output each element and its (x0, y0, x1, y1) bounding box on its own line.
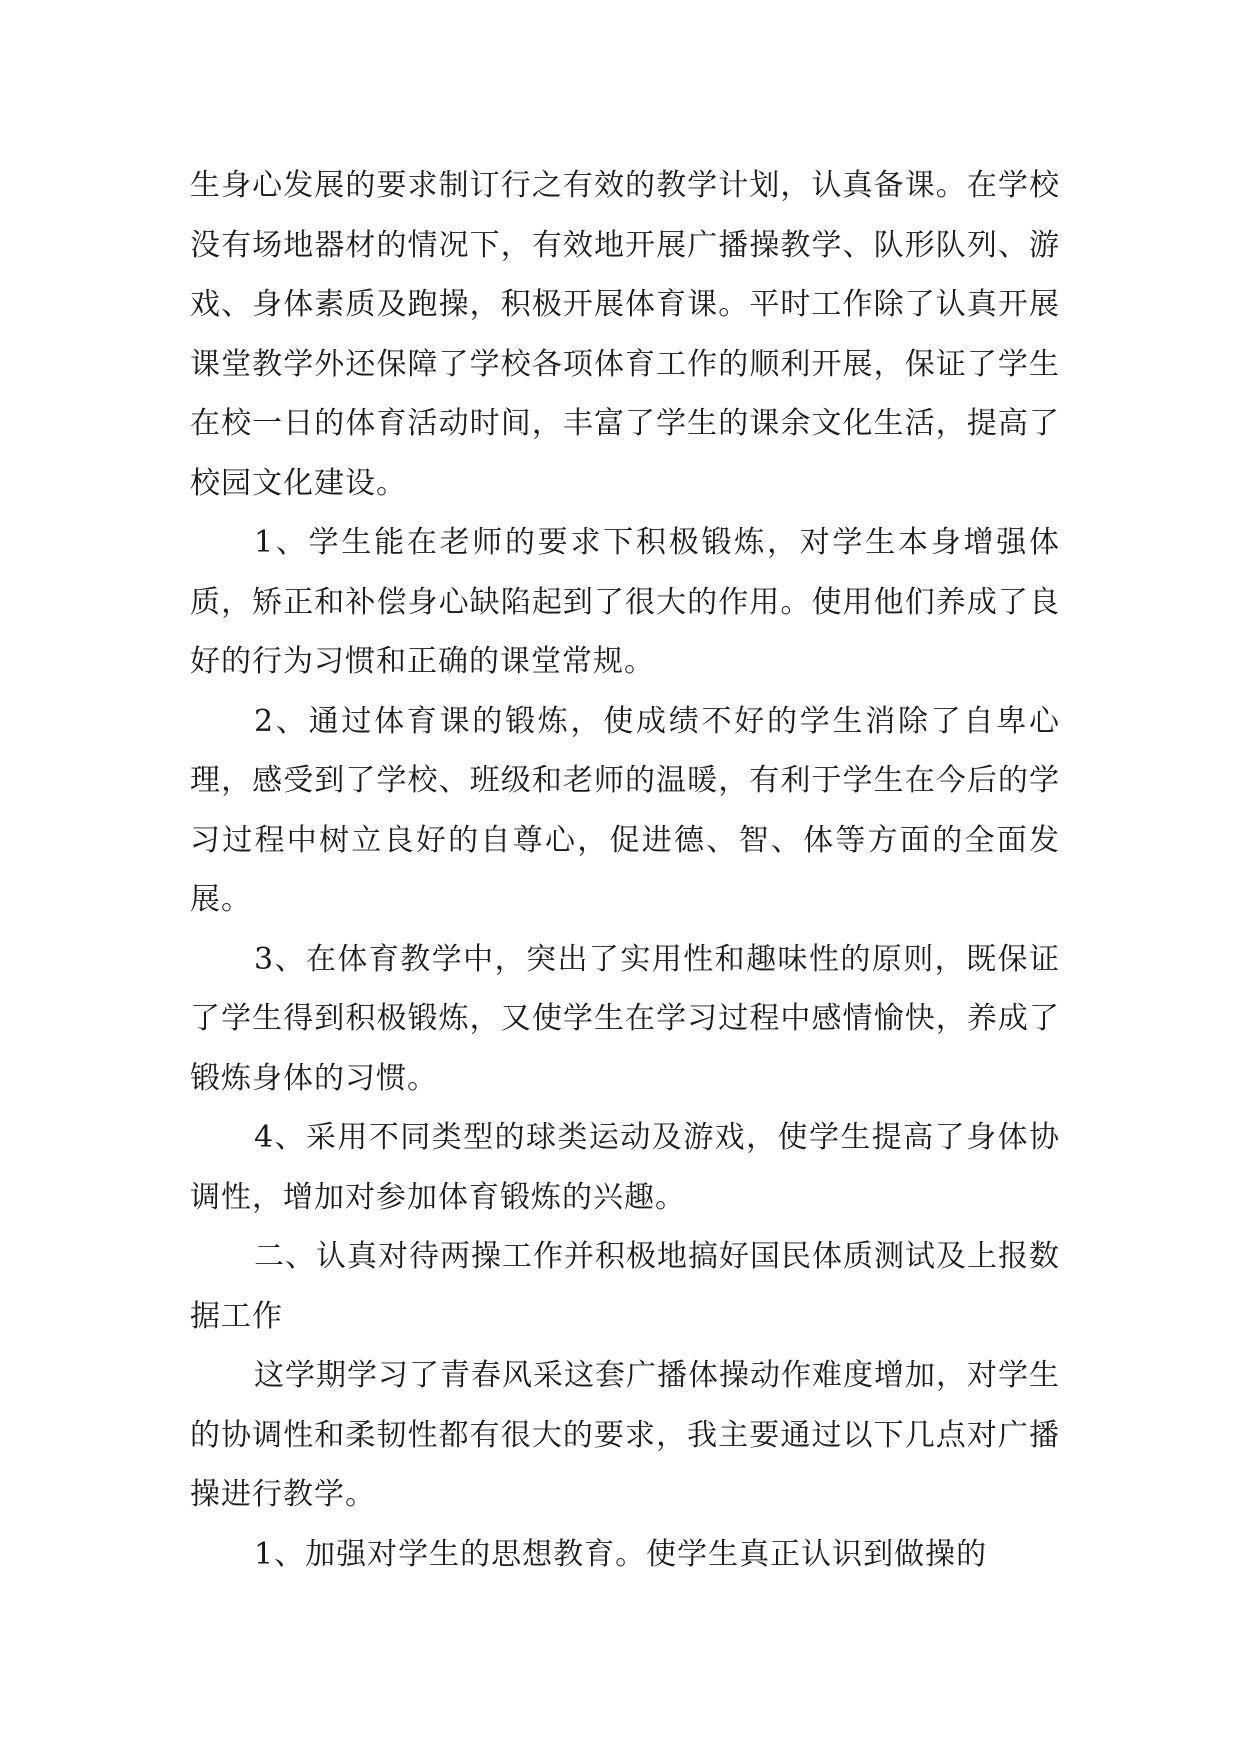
paragraph-item-4: 4、采用不同类型的球类运动及游戏，使学生提高了身体协调性，增加对参加体育锻炼的兴趣。 (190, 1120, 1060, 1215)
paragraph-intro: 这学期学习了青春风采这套广播体操动作难度增加，对学生的协调性和柔韧性都有很大的要求，我主要通过以下几点对广播操进行教学。 (190, 1358, 1060, 1512)
paragraph-sub-item-1: 1、加强对学生的思想教育。使学生真正认识到做操的 (254, 1536, 988, 1572)
paragraph-item-2: 2、通过体育课的锻炼，使成绩不好的学生消除了自卑心理，感受到了学校、班级和老师的温暖，有利于学生在今后的学习过程中树立良好的自尊心，促进德、智、体等方面的全面发展。 (190, 703, 1060, 917)
paragraph-item-3: 3、在体育教学中，突出了实用性和趣味性的原则，既保证了学生得到积极锻炼，又使学生在学习过程中感情愉快，养成了锻炼身体的习惯。 (190, 941, 1060, 1096)
paragraph-item-1: 1、学生能在老师的要求下积极锻炼，对学生本身增强体质，矫正和补偿身心缺陷起到了很大的作用。使用他们养成了良好的行为习惯和正确的课堂常规。 (190, 525, 1060, 679)
section-heading-two: 二、认真对待两操工作并积极地搞好国民体质测试及上报数据工作 (190, 1239, 1060, 1334)
document-body (190, 156, 1060, 1584)
paragraph-continuation: 生身心发展的要求制订行之有效的教学计划，认真备课。在学校没有场地器材的情况下，有效地开展广播操教学、队形队列、游戏、身体素质及跑操，积极开展体育课。平时工作除了认真开展课堂教学外还保障了学校各项体育工作的顺利开展，保证了学生在校一日的体育活动时间，丰富了学生的课余文化生活，提高了校园文化建设。 (190, 168, 1060, 501)
